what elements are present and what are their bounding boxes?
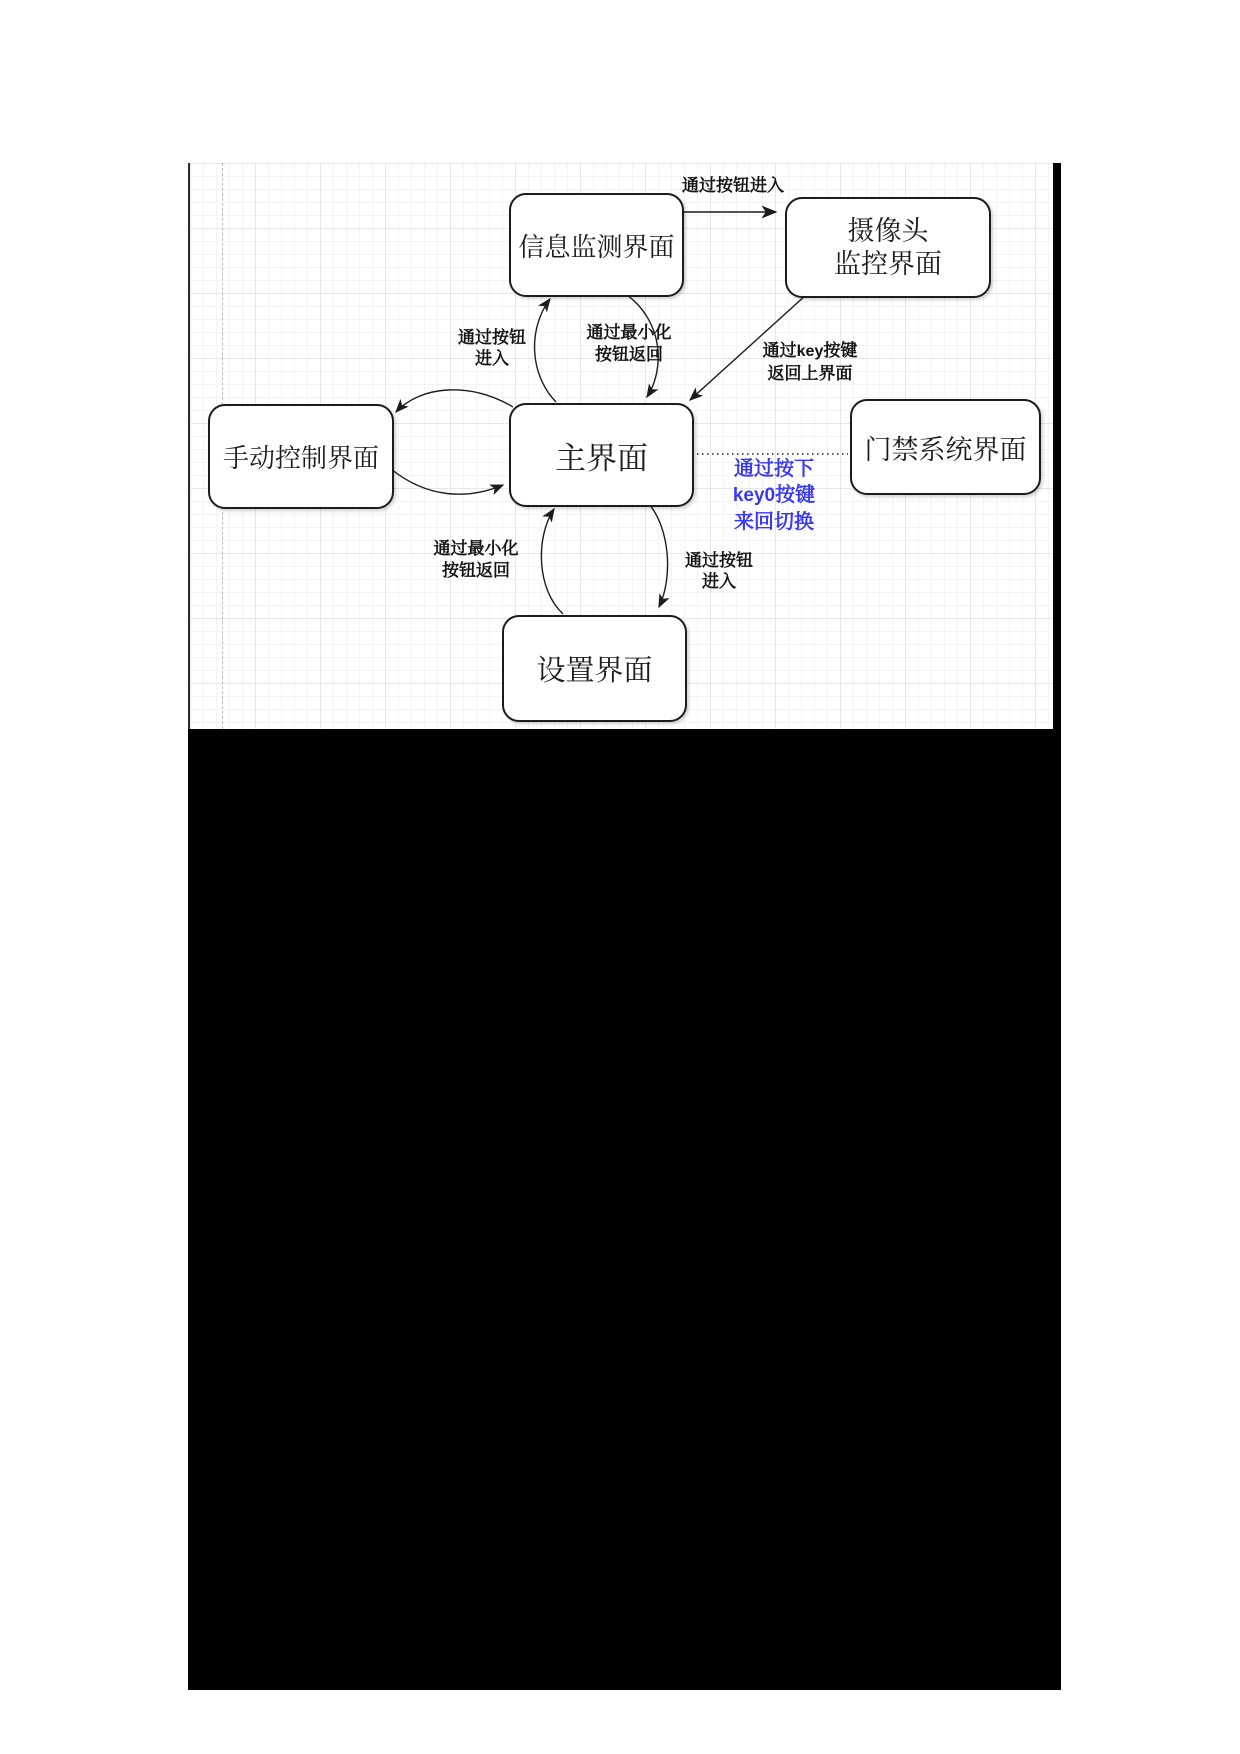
node-main xyxy=(509,403,694,507)
edge-main-to-manual xyxy=(396,390,513,412)
label-enter-button-down: 通过按钮 进入 xyxy=(685,551,753,591)
label-enter-button-up: 通过按钮 进入 xyxy=(458,328,526,368)
node-info-monitor xyxy=(509,193,684,297)
label-minimize-return-up: 通过最小化 按钮返回 xyxy=(586,323,672,364)
node-camera-monitor-label: 摄像头 监控界面 xyxy=(834,215,942,279)
node-access-control xyxy=(850,399,1041,495)
label-enter-button-top: 通过按钮进入 xyxy=(682,176,784,195)
node-main-label: 主界面 xyxy=(555,440,648,476)
node-camera-monitor xyxy=(785,197,991,298)
label-key-return: 通过key按键 返回上界面 xyxy=(762,341,858,383)
node-manual-control xyxy=(208,404,394,509)
edge-main-to-info xyxy=(535,299,556,402)
label-key0-toggle: 通过按下 key0按键 来回切换 xyxy=(732,458,816,533)
edge-manual-to-main xyxy=(391,469,503,494)
edge-settings-to-main xyxy=(541,509,563,614)
node-manual-control-label: 手动控制界面 xyxy=(222,444,379,473)
label-minimize-return-down: 通过最小化 按钮返回 xyxy=(433,539,519,580)
node-settings-label: 设置界面 xyxy=(536,655,653,687)
black-panel xyxy=(188,729,1061,1690)
node-info-monitor-label: 信息监测界面 xyxy=(518,232,675,262)
node-access-control-label: 门禁系统界面 xyxy=(864,434,1027,465)
edge-main-to-settings xyxy=(649,504,668,607)
node-settings xyxy=(502,615,687,722)
